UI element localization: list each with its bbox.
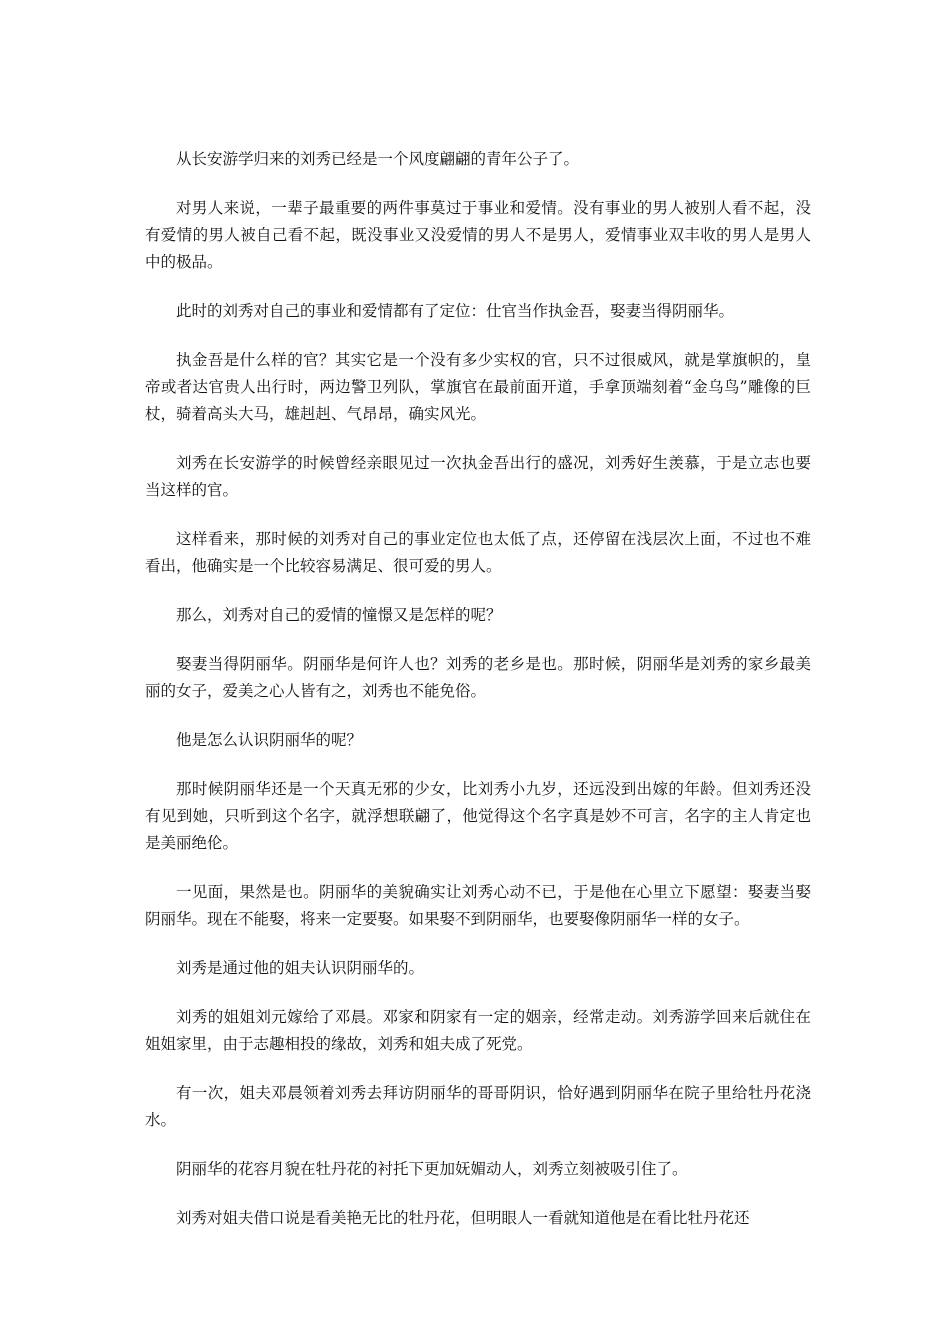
paragraph: 这样看来，那时候的刘秀对自己的事业定位也太低了点，还停留在浅层次上面，不过也不难看出，他确实是一个比较容易满足、很可爱的男人。 [145, 530, 811, 575]
paragraph: 刘秀在长安游学的时候曾经亲眼见过一次执金吾出行的盛况，刘秀好生羡慕，于是立志也要当这样的官。 [145, 454, 811, 499]
paragraph: 从长安游学归来的刘秀已经是一个风度翩翩的青年公子了。 [176, 150, 580, 168]
paragraph: 刘秀对姐夫借口说是看美艳无比的牡丹花，但明眼人一看就知道他是在看比牡丹花还 [176, 1209, 750, 1227]
paragraph: 他是怎么认识阴丽华的呢？ [176, 731, 363, 749]
document-page [145, 146, 811, 1254]
paragraph: 此时的刘秀对自己的事业和爱情都有了定位：仕官当作执金吾，娶妻当得阴丽华。 [176, 302, 735, 320]
paragraph: 娶妻当得阴丽华。阴丽华是何许人也？刘秀的老乡是也。那时候，阴丽华是刘秀的家乡最美丽的女子，爱美之心人皆有之，刘秀也不能免俗。 [145, 655, 811, 700]
paragraph: 有一次，姐夫邓晨领着刘秀去拜访阴丽华的哥哥阴识，恰好遇到阴丽华在院子里给牡丹花浇水。 [145, 1084, 811, 1129]
paragraph: 刘秀是通过他的姐夫认识阴丽华的。 [176, 959, 425, 977]
paragraph: 刘秀的姐姐刘元嫁给了邓晨。邓家和阴家有一定的姻亲，经常走动。刘秀游学回来后就住在姐姐家里，由于志趣相投的缘故，刘秀和姐夫成了死党。 [145, 1008, 811, 1053]
paragraph: 阴丽华的花容月貌在牡丹花的衬托下更加妩媚动人，刘秀立刻被吸引住了。 [176, 1160, 688, 1178]
paragraph: 那么，刘秀对自己的爱情的憧憬又是怎样的呢？ [176, 606, 502, 624]
paragraph: 那时候阴丽华还是一个天真无邪的少女，比刘秀小九岁，还远没到出嫁的年龄。但刘秀还没有见到她，只听到这个名字，就浮想联翩了，他觉得这个名字真是妙不可言，名字的主人肯定也是美丽绝伦。 [145, 780, 811, 852]
paragraph: 一见面，果然是也。阴丽华的美貌确实让刘秀心动不已，于是他在心里立下愿望：娶妻当娶阴丽华。现在不能娶，将来一定要娶。如果娶不到阴丽华，也要娶像阴丽华一样的女子。 [145, 883, 811, 928]
paragraph: 执金吾是什么样的官？其实它是一个没有多少实权的官，只不过很威风，就是掌旗帜的，皇帝或者达官贵人出行时，两边警卫列队，掌旗官在最前面开道，手拿顶端刻着“金乌鸟”雕像的巨杖，骑着高头大马，雄赳赳、气昂昂，确实风光。 [145, 351, 811, 423]
paragraph: 对男人来说，一辈子最重要的两件事莫过于事业和爱情。没有事业的男人被别人看不起，没有爱情的男人被自己看不起，既没事业又没爱情的男人不是男人，爱情事业双丰收的男人是男人中的极品。 [145, 199, 811, 271]
